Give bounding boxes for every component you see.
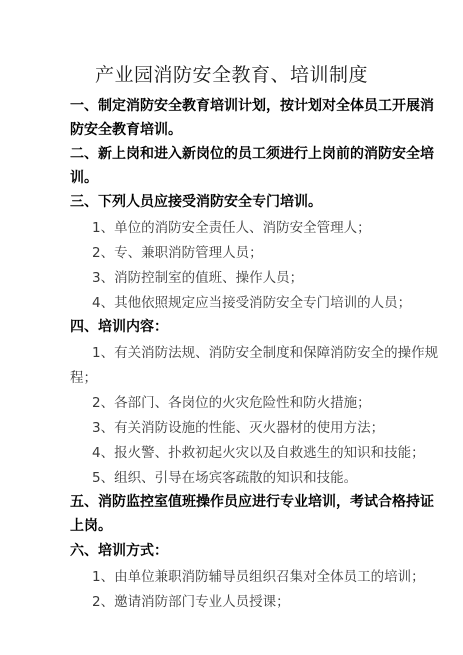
section-2-line-1: 二、新上岗和进入新岗位的员工须进行上岗前的消防安全培 [70, 146, 434, 162]
section-5-line-2: 上岗。 [70, 518, 112, 534]
section-4-item-1-line-2: 程； [70, 370, 97, 386]
section-4-item-3: 3、有关消防设施的性能、灭火器材的使用方法； [92, 420, 385, 436]
section-1-line-2: 防安全教育培训。 [70, 122, 182, 138]
section-3-item-3: 3、消防控制室的值班、操作人员； [92, 270, 304, 286]
section-3-item-1: 1、单位的消防安全责任人、消防安全管理人； [92, 220, 371, 236]
section-4-item-5: 5、组织、引导在场宾客疏散的知识和技能。 [92, 470, 358, 486]
document-title: 产业园消防安全教育、培训制度 [94, 64, 368, 86]
section-5-line-1: 五、消防监控室值班操作员应进行专业培训，考试合格持证 [70, 494, 434, 510]
section-6-heading: 六、培训方式： [70, 543, 168, 559]
section-3-item-4: 4、其他依照规定应当接受消防安全专门培训的人员； [92, 295, 412, 311]
section-6-item-2: 2、邀请消防部门专业人员授课； [92, 594, 290, 610]
section-4-item-2: 2、各部门、各岗位的火灾危险性和防火措施； [92, 395, 371, 411]
section-4-item-4: 4、报火警、扑救初起火灾以及自救逃生的知识和技能； [92, 445, 425, 461]
section-6-item-1: 1、由单位兼职消防辅导员组织召集对全体员工的培训； [92, 569, 425, 585]
section-2-line-2: 训。 [70, 170, 98, 186]
section-4-heading: 四、培训内容： [70, 319, 168, 335]
section-3-item-2: 2、专、兼职消防管理人员； [92, 245, 263, 261]
section-1-line-1: 一、制定消防安全教育培训计划，按计划对全体员工开展消 [70, 98, 434, 114]
section-3-heading: 三、下列人员应接受消防安全专门培训。 [70, 194, 322, 210]
section-4-item-1-line-1: 1、有关消防法规、消防安全制度和保障消防安全的操作规 [92, 345, 439, 361]
